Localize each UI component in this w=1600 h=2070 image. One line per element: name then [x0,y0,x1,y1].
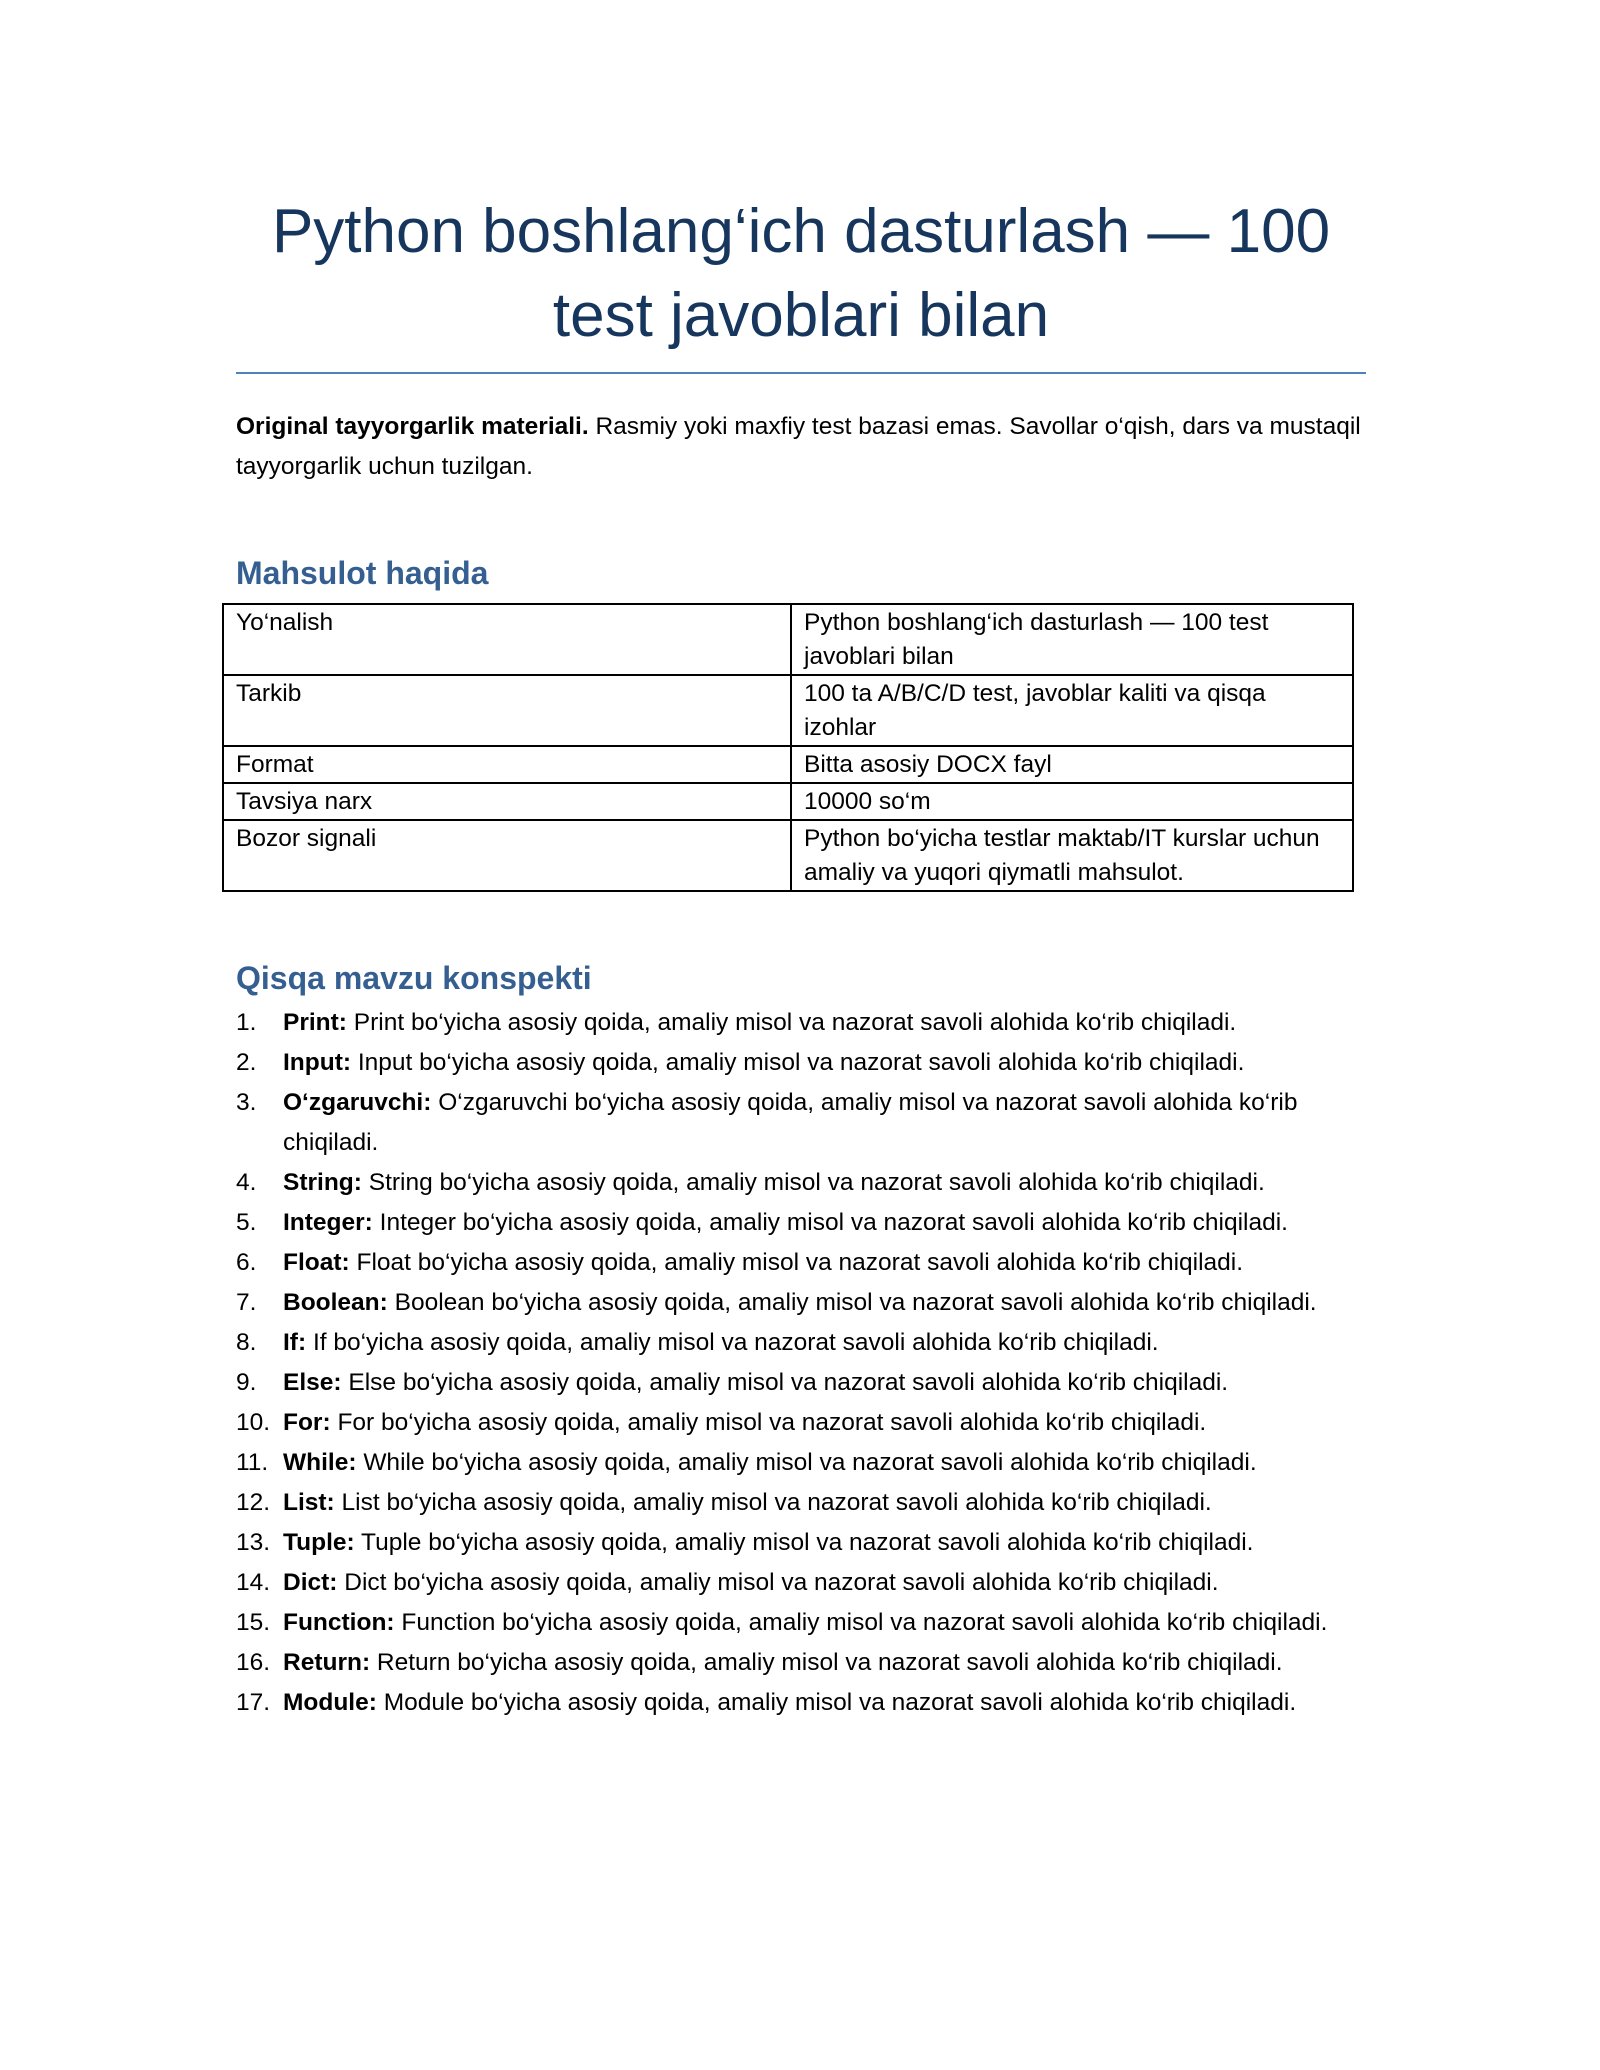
table-value-cell: Python boshlang‘ich dasturlash — 100 test javoblari bilan [791,604,1353,675]
list-item-text: While bo‘yicha asosiy qoida, amaliy misol va nazorat savoli alohida ko‘rib chiqiladi. [363,1449,1257,1476]
list-item-number: 16. [236,1649,271,1676]
list-item-number: 11. [236,1449,269,1476]
list-item [236,1403,1376,1443]
list-item [236,1523,1376,1563]
section-heading-summary: Qisqa mavzu konspekti [236,960,592,996]
list-item-topic: String: [283,1169,362,1196]
list-item-number: 4. [236,1169,257,1196]
list-item [236,1283,1376,1323]
list-item-text: Tuple bo‘yicha asosiy qoida, amaliy misol va nazorat savoli alohida ko‘rib chiqiladi. [361,1529,1254,1556]
list-item-text: List bo‘yicha asosiy qoida, amaliy misol va nazorat savoli alohida ko‘rib chiqiladi. [341,1489,1212,1516]
topic-list [236,1003,1376,1723]
intro-paragraph [236,407,1366,487]
list-item [236,1043,1376,1083]
list-item-body [283,1203,1376,1243]
list-item-body [283,1643,1376,1683]
table-value-cell: Bitta asosiy DOCX fayl [791,746,1353,783]
list-item-number: 1. [236,1009,257,1036]
list-item-number: 12. [236,1489,271,1516]
title-block [236,190,1366,374]
list-item-topic: Integer: [283,1209,373,1236]
list-item-topic: Tuple: [283,1529,355,1556]
list-item [236,1203,1376,1243]
list-item-text: String bo‘yicha asosiy qoida, amaliy misol va nazorat savoli alohida ko‘rib chiqiladi. [368,1169,1265,1196]
list-item-text: Return bo‘yicha asosiy qoida, amaliy misol va nazorat savoli alohida ko‘rib chiqiladi. [376,1649,1283,1676]
list-item-text: Else bo‘yicha asosiy qoida, amaliy misol va nazorat savoli alohida ko‘rib chiqiladi. [348,1369,1229,1396]
list-item-topic: Input: [283,1049,352,1076]
table-key-cell: Tavsiya narx [223,783,791,820]
table-row [223,820,1353,891]
list-item-body [283,1003,1376,1043]
list-item-topic: Boolean: [283,1289,388,1316]
list-item-topic: O‘zgaruvchi: [283,1089,432,1116]
list-item [236,1443,1376,1483]
list-item-topic: Dict: [283,1569,338,1596]
list-item-number: 6. [236,1249,257,1276]
section-heading-about: Mahsulot haqida [236,555,489,591]
list-item-body [283,1043,1376,1083]
list-item-number: 5. [236,1209,257,1236]
list-item [236,1323,1376,1363]
list-item-number: 8. [236,1329,257,1356]
list-item-body [283,1243,1376,1283]
table-value-cell: 10000 so‘m [791,783,1353,820]
table-value-cell: Python bo‘yicha testlar maktab/IT kurslar uchun amaliy va yuqori qiymatli mahsulot. [791,820,1353,891]
list-item-number: 15. [236,1609,271,1636]
list-item [236,1163,1376,1203]
list-item [236,1483,1376,1523]
list-item-topic: List: [283,1489,335,1516]
list-item-number: 10. [236,1409,271,1436]
list-item-body [283,1683,1376,1723]
list-item [236,1003,1376,1043]
list-item-number: 17. [236,1689,271,1716]
list-item-body [283,1523,1376,1563]
list-item-text: Print bo‘yicha asosiy qoida, amaliy misol va nazorat savoli alohida ko‘rib chiqiladi. [353,1009,1237,1036]
list-item-text: Float bo‘yicha asosiy qoida, amaliy misol va nazorat savoli alohida ko‘rib chiqiladi. [356,1249,1244,1276]
list-item-number: 14. [236,1569,271,1596]
list-item-topic: For: [283,1409,331,1436]
product-info-table [222,603,1354,892]
table-key-cell: Yo‘nalish [223,604,791,675]
list-item-text: Function bo‘yicha asosiy qoida, amaliy misol va nazorat savoli alohida ko‘rib chiqiladi. [401,1609,1328,1636]
list-item [236,1083,1376,1163]
table-row [223,604,1353,675]
list-item-topic: If: [283,1329,307,1356]
list-item [236,1563,1376,1603]
table-row [223,783,1353,820]
list-item-number: 7. [236,1289,257,1316]
list-item-text: Boolean bo‘yicha asosiy qoida, amaliy misol va nazorat savoli alohida ko‘rib chiqiladi. [394,1289,1317,1316]
table-row [223,746,1353,783]
list-item-text: For bo‘yicha asosiy qoida, amaliy misol va nazorat savoli alohida ko‘rib chiqiladi. [337,1409,1207,1436]
intro-bold-lead: Original tayyorgarlik materiali. [236,413,589,440]
table-value-cell: 100 ta A/B/C/D test, javoblar kaliti va qisqa izohlar [791,675,1353,746]
list-item [236,1643,1376,1683]
list-item [236,1243,1376,1283]
list-item-body [283,1603,1376,1643]
table-key-cell: Bozor signali [223,820,791,891]
intro-text: Rasmiy yoki maxfiy test bazasi emas. Savollar o‘qish, dars va mustaqil tayyorgarlik uchun tuzilgan. [236,413,1361,480]
list-item-number: 2. [236,1049,257,1076]
list-item-body [283,1443,1376,1483]
list-item-text: Integer bo‘yicha asosiy qoida, amaliy misol va nazorat savoli alohida ko‘rib chiqiladi. [379,1209,1288,1236]
list-item-body [283,1363,1376,1403]
list-item-text: Dict bo‘yicha asosiy qoida, amaliy misol va nazorat savoli alohida ko‘rib chiqiladi. [344,1569,1219,1596]
list-item-topic: Module: [283,1689,377,1716]
list-item-body [283,1163,1376,1203]
table-key-cell: Tarkib [223,675,791,746]
list-item-text: O‘zgaruvchi bo‘yicha asosiy qoida, amaliy misol va nazorat savoli alohida ko‘rib chiqiladi. [283,1089,1298,1156]
list-item-topic: Function: [283,1609,395,1636]
list-item-topic: Else: [283,1369,342,1396]
list-item-topic: Return: [283,1649,371,1676]
table-row [223,675,1353,746]
list-item-topic: Float: [283,1249,350,1276]
list-item-body [283,1323,1376,1363]
list-item-topic: While: [283,1449,357,1476]
list-item-number: 3. [236,1089,257,1116]
list-item-body [283,1563,1376,1603]
list-item-text: Input bo‘yicha asosiy qoida, amaliy misol va nazorat savoli alohida ko‘rib chiqiladi. [357,1049,1245,1076]
document-title: Python boshlang‘ich dasturlash — 100 test javoblari bilan [271,197,1331,350]
list-item-body [283,1403,1376,1443]
list-item [236,1603,1376,1643]
table-key-cell: Format [223,746,791,783]
list-item-body [283,1083,1376,1163]
list-item-topic: Print: [283,1009,347,1036]
list-item-number: 9. [236,1369,257,1396]
list-item-number: 13. [236,1529,271,1556]
list-item-body [283,1283,1376,1323]
list-item-text: If bo‘yicha asosiy qoida, amaliy misol va nazorat savoli alohida ko‘rib chiqiladi. [312,1329,1159,1356]
list-item-text: Module bo‘yicha asosiy qoida, amaliy misol va nazorat savoli alohida ko‘rib chiqiladi. [383,1689,1297,1716]
list-item [236,1683,1376,1723]
list-item-body [283,1483,1376,1523]
list-item [236,1363,1376,1403]
